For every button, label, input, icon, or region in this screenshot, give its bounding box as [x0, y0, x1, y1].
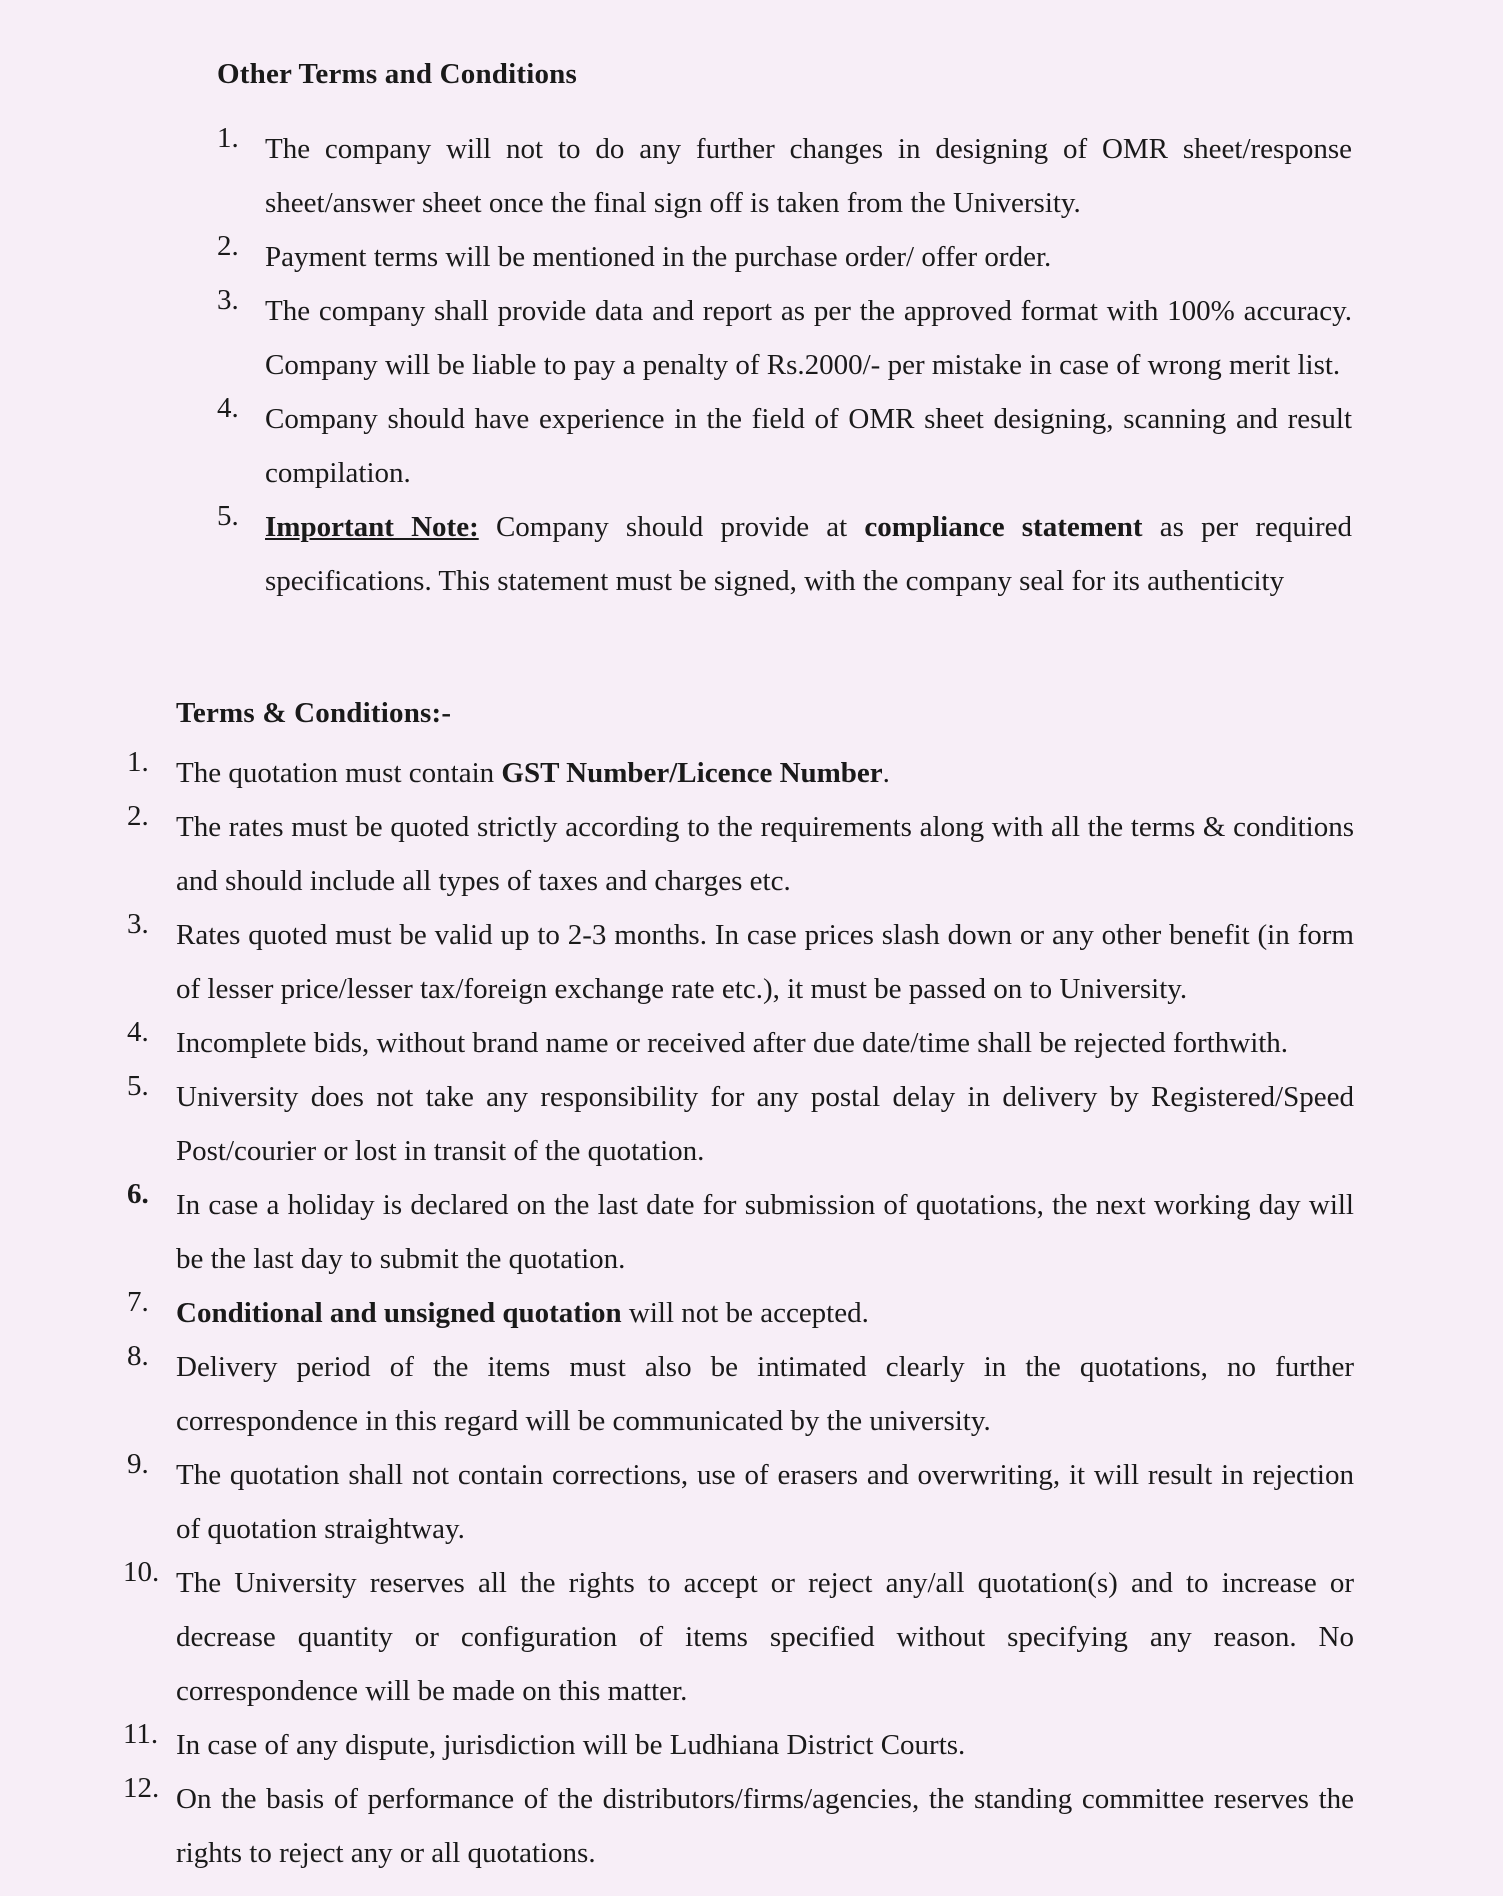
- item-text: [176, 1286, 1354, 1340]
- item-bold-text: Conditional and unsigned quotation: [176, 1297, 622, 1329]
- item-text: The company will not to do any further changes in designing of OMR sheet/response sheet/answer sheet once the final sign off is taken from the University.: [265, 133, 1352, 219]
- item-number: 12.: [123, 1772, 160, 1804]
- item-number: 3.: [217, 284, 239, 316]
- other-terms-item: [217, 284, 1352, 392]
- item-number: 4.: [217, 392, 239, 424]
- item-text: Delivery period of the items must also be intimated clearly in the quotations, no further correspondence in this regard will be communicated by the university.: [176, 1351, 1354, 1437]
- item-number: 1.: [217, 122, 239, 154]
- terms-item: [123, 1772, 1354, 1880]
- item-text: Incomplete bids, without brand name or received after due date/time shall be rejected forthwith.: [176, 1027, 1289, 1059]
- item-text: Company should have experience in the field of OMR sheet designing, scanning and result compilation.: [265, 403, 1352, 489]
- terms-list: [123, 746, 1354, 1880]
- item-text: In case a holiday is declared on the last date for submission of quotations, the next working day will be the last day to submit the quotation.: [176, 1189, 1354, 1275]
- item-number: 7.: [127, 1286, 149, 1318]
- item-bold-text: GST Number/Licence Number: [501, 757, 883, 789]
- item-number: 6.: [127, 1178, 149, 1210]
- other-terms-item: [217, 230, 1352, 284]
- item-text: The rates must be quoted strictly according to the requirements along with all the terms & conditions and should include all types of taxes and charges etc.: [176, 811, 1354, 897]
- item-number: 9.: [127, 1448, 149, 1480]
- terms-item: [127, 908, 1354, 1016]
- other-terms-list: [217, 122, 1352, 608]
- item-number: 5.: [217, 500, 239, 532]
- terms-item: [127, 1070, 1354, 1178]
- item-text: The University reserves all the rights to accept or reject any/all quotation(s) and to increase or decrease quantity or configuration of items specified without specifying any reason. No correspondence will be made on this matter.: [176, 1567, 1354, 1707]
- item-number: 5.: [127, 1070, 149, 1102]
- terms-item: [127, 746, 1354, 800]
- other-terms-item: [217, 122, 1352, 230]
- terms-item: [123, 1556, 1354, 1718]
- important-note-label: Important Note:: [265, 511, 479, 543]
- item-number: 11.: [123, 1718, 159, 1750]
- item-number: 3.: [127, 908, 149, 940]
- item-number: 8.: [127, 1340, 149, 1372]
- item-number: 10.: [123, 1556, 160, 1588]
- terms-item: [123, 1718, 1354, 1772]
- terms-item: [127, 1340, 1354, 1448]
- item-number: 2.: [127, 800, 149, 832]
- terms-item: [127, 1286, 1354, 1340]
- item-text-b: .: [882, 757, 890, 789]
- item-text: The quotation shall not contain corrections, use of erasers and overwriting, it will result in rejection of quotation straightway.: [176, 1459, 1354, 1545]
- item-text: [265, 500, 1352, 608]
- item-number: 1.: [127, 746, 149, 778]
- item-text: In case of any dispute, jurisdiction will be Ludhiana District Courts.: [176, 1729, 966, 1761]
- other-terms-item: [217, 500, 1352, 608]
- item-text: University does not take any responsibility for any postal delay in delivery by Registered/Speed Post/courier or lost in transit of the quotation.: [176, 1081, 1354, 1167]
- item-number: 2.: [217, 230, 239, 262]
- terms-heading: Terms & Conditions:-: [176, 697, 452, 729]
- terms-item: [127, 1448, 1354, 1556]
- item-text: On the basis of performance of the distributors/firms/agencies, the standing committee reserves the rights to reject any or all quotations.: [176, 1783, 1354, 1869]
- other-terms-heading: Other Terms and Conditions: [217, 58, 577, 90]
- note-bold-text: compliance statement: [864, 511, 1143, 543]
- other-terms-item: [217, 392, 1352, 500]
- terms-item: [127, 1016, 1354, 1070]
- item-text-a: The quotation must contain: [176, 757, 502, 789]
- note-text-b: as per required specifications. This statement must be signed, with the company seal for its authenticity: [265, 511, 1352, 597]
- item-text: Rates quoted must be valid up to 2-3 months. In case prices slash down or any other benefit (in form of lesser price/lesser tax/foreign exchange rate etc.), it must be passed on to University.: [176, 919, 1354, 1005]
- terms-item: [127, 1178, 1354, 1286]
- note-text-a: Company should provide at: [478, 511, 865, 543]
- item-text-b: will not be accepted.: [621, 1297, 869, 1329]
- item-text: The company shall provide data and report as per the approved format with 100% accuracy. Company will be liable to pay a penalty of Rs.2000/- per mistake in case of wrong merit list.: [265, 295, 1352, 381]
- item-number: 4.: [127, 1016, 149, 1048]
- item-text: [176, 746, 1354, 800]
- item-text: Payment terms will be mentioned in the purchase order/ offer order.: [265, 241, 1052, 273]
- terms-item: [127, 800, 1354, 908]
